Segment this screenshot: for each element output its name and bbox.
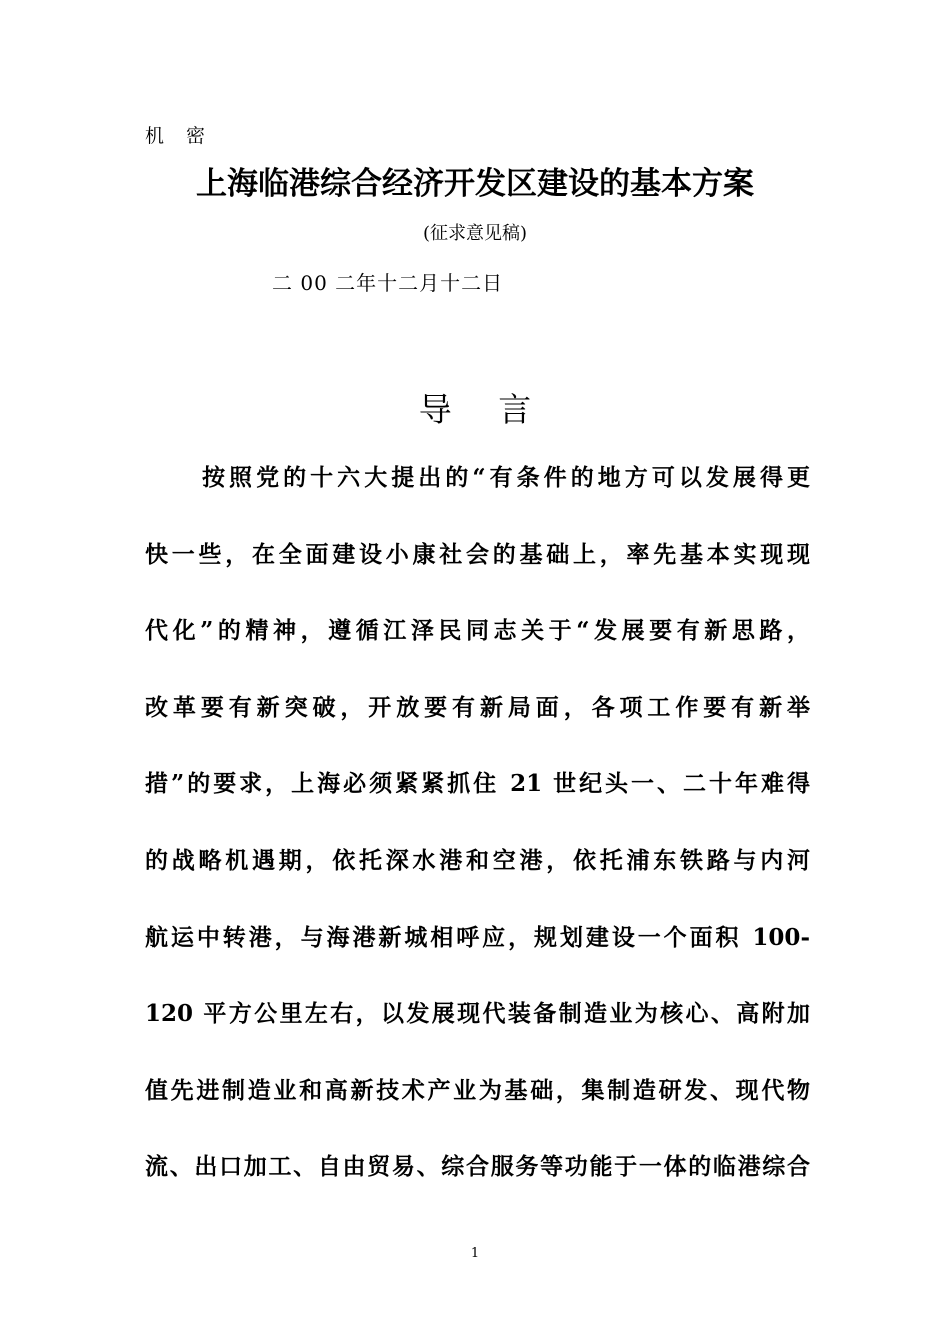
body-line: 改革要有新突破，开放要有新局面，各项工作要有新举 <box>145 693 810 721</box>
body-line: 措”的要求，上海必须紧紧抓住 21 世纪头一、二十年难得 <box>145 770 810 798</box>
body-line: 值先进制造业和高新技术产业为基础，集制造研发、现代物 <box>145 1076 810 1104</box>
body-line: 流、出口加工、自由贸易、综合服务等功能于一体的临港综合 <box>145 1153 810 1181</box>
classification-label: 机 密 <box>145 125 214 147</box>
document-subtitle: (征求意见稿) <box>422 223 528 244</box>
body-line: 代化”的精神，遵循江泽民同志关于“发展要有新思路， <box>145 617 810 645</box>
document-title: 上海临港综合经济开发区建设的基本方案 <box>196 166 754 202</box>
body-line: 航运中转港，与海港新城相呼应，规划建设一个面积 100- <box>145 923 810 951</box>
body-line: 120 平方公里左右，以发展现代装备制造业为核心、高附加 <box>145 1000 810 1028</box>
body-line: 按照党的十六大提出的“有条件的地方可以发展得更 <box>202 464 810 491</box>
body-line: 快一些，在全面建设小康社会的基础上，率先基本实现现 <box>145 540 810 568</box>
document-date: 二 00 二年十二月十二日 <box>272 271 504 295</box>
page-number: 1 <box>470 1246 480 1261</box>
section-heading: 导 言 <box>418 390 550 429</box>
body-paragraph <box>145 454 810 1220</box>
body-line: 的战略机遇期，依托深水港和空港，依托浦东铁路与内河 <box>145 846 810 874</box>
